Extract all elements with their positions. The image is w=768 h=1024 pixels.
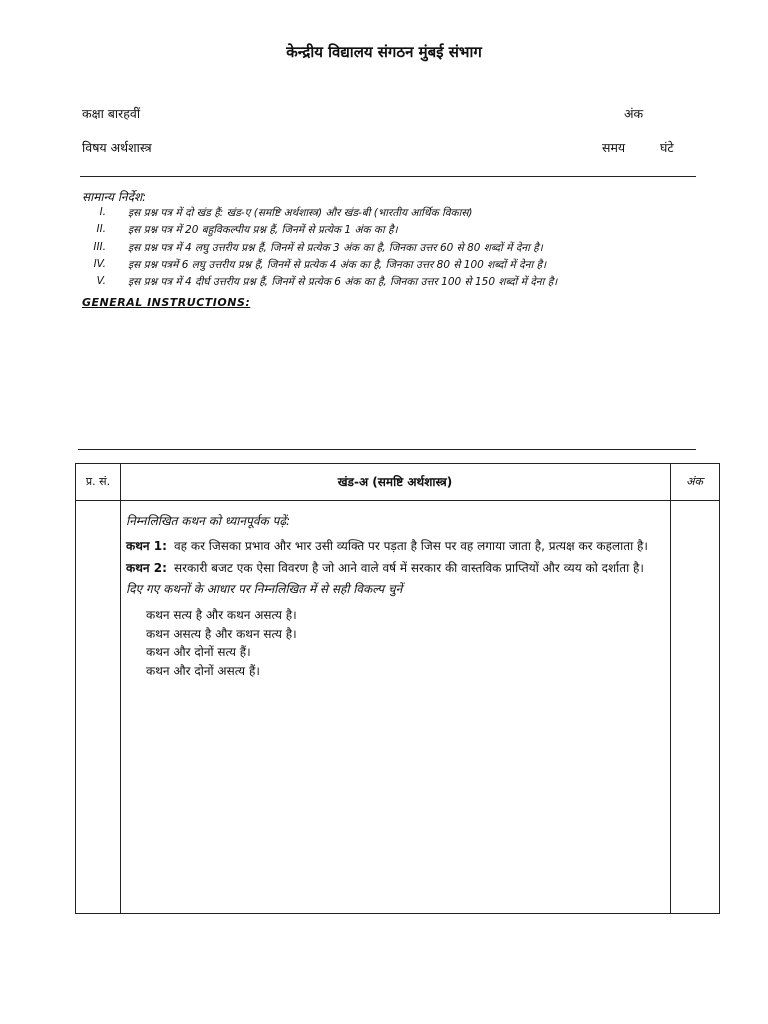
general-instructions-heading: GENERAL INSTRUCTIONS: (82, 296, 251, 309)
column-divider (670, 464, 671, 913)
question-intro: निम्नलिखित कथन को ध्यानपूर्वक पढ़ें: (126, 514, 291, 528)
instruction-item (70, 258, 710, 275)
document-title: केन्द्रीय विद्यालय संगठन मुंबई संभाग (286, 43, 482, 61)
statement-1 (126, 537, 666, 556)
column-header-section: खंड-अ (समष्टि अर्थशास्त्र) (337, 475, 453, 489)
instruction-number: IV. (93, 257, 106, 270)
instruction-number: III. (93, 240, 106, 253)
column-header-marks: अंक (686, 475, 703, 488)
statement-2-text: सरकारी बजट एक ऐसा विवरण है जो आने वाले वर्ष में सरकार की वास्तविक प्राप्तियों और व्यय को दर्शाता है। (174, 561, 644, 575)
statement-1-text: वह कर जिसका प्रभाव और भार उसी व्यक्ति पर पड़ता है जिस पर वह लगाया जाता है, प्रत्यक्ष कर कहलाता है। (174, 538, 648, 553)
marks-label: अंक (624, 106, 644, 121)
time-label: समय (602, 140, 626, 155)
statement-2-label: कथन 2: (126, 561, 167, 575)
statement-1-label: कथन 1: (126, 538, 167, 553)
instructions-list (70, 206, 710, 292)
instruction-item (70, 206, 710, 223)
question-body (126, 512, 666, 680)
column-header-question-no: प्र. सं. (85, 475, 111, 488)
class-label: कक्षा बारहवीं (82, 106, 141, 121)
instruction-item (70, 241, 710, 258)
instruction-text: इस प्रश्न पत्र में 4 दीर्घ उत्तरीय प्रश्न हैं, जिनमें से प्रत्येक 6 अंक का है, जिनका उत्तर 100 से 150 शब्दों में देना है। (128, 276, 558, 289)
header-row-divider (76, 500, 719, 501)
option-item: कथन और दोनों सत्य हैं। (146, 645, 251, 659)
option-item: कथन और दोनों असत्य हैं। (146, 663, 260, 678)
question-instruction: दिए गए कथनों के आधार पर निम्नलिखित में से सही विकल्प चुनें (126, 581, 403, 596)
instruction-text: इस प्रश्न पत्र में 4 लघु उत्तरीय प्रश्न हैं, जिनमें से प्रत्येक 3 अंक का है, जिनका उत्तर 60 से 80 शब्दों में देना है। (128, 241, 543, 254)
instruction-number: II. (96, 223, 106, 236)
statement-2 (126, 559, 666, 578)
header-divider (80, 176, 696, 177)
section-divider (78, 449, 696, 450)
hours-label: घंटे (660, 140, 674, 155)
instruction-text: इस प्रश्न पत्रमें 6 लघु उत्तरीय प्रश्न हैं, जिनमें से प्रत्येक 4 अंक का है, जिनका उत्तर 80 से 100 शब्दों में देना है। (128, 258, 547, 271)
instructions-heading: सामान्य निर्देश: (82, 190, 147, 204)
column-divider (120, 464, 121, 913)
option-item: कथन सत्य है और कथन असत्य है। (146, 608, 297, 622)
subject-label: विषय अर्थशास्त्र (82, 140, 152, 155)
instruction-number: I. (99, 206, 106, 218)
instruction-item (70, 275, 710, 292)
instruction-number: V. (96, 275, 106, 288)
instruction-text: इस प्रश्न पत्र में दो खंड हैं: खंड-ए (समष्टि अर्थशास्त्र) और खंड-बी (भारतीय आर्थिक विकास) (128, 207, 473, 219)
option-item: कथन असत्य है और कथन सत्य है। (146, 626, 297, 641)
instruction-item (70, 223, 710, 240)
options-list (126, 606, 666, 680)
instruction-text: इस प्रश्न पत्र में 20 बहुविकल्पीय प्रश्न हैं, जिनमें से प्रत्येक 1 अंक का है। (128, 224, 398, 237)
